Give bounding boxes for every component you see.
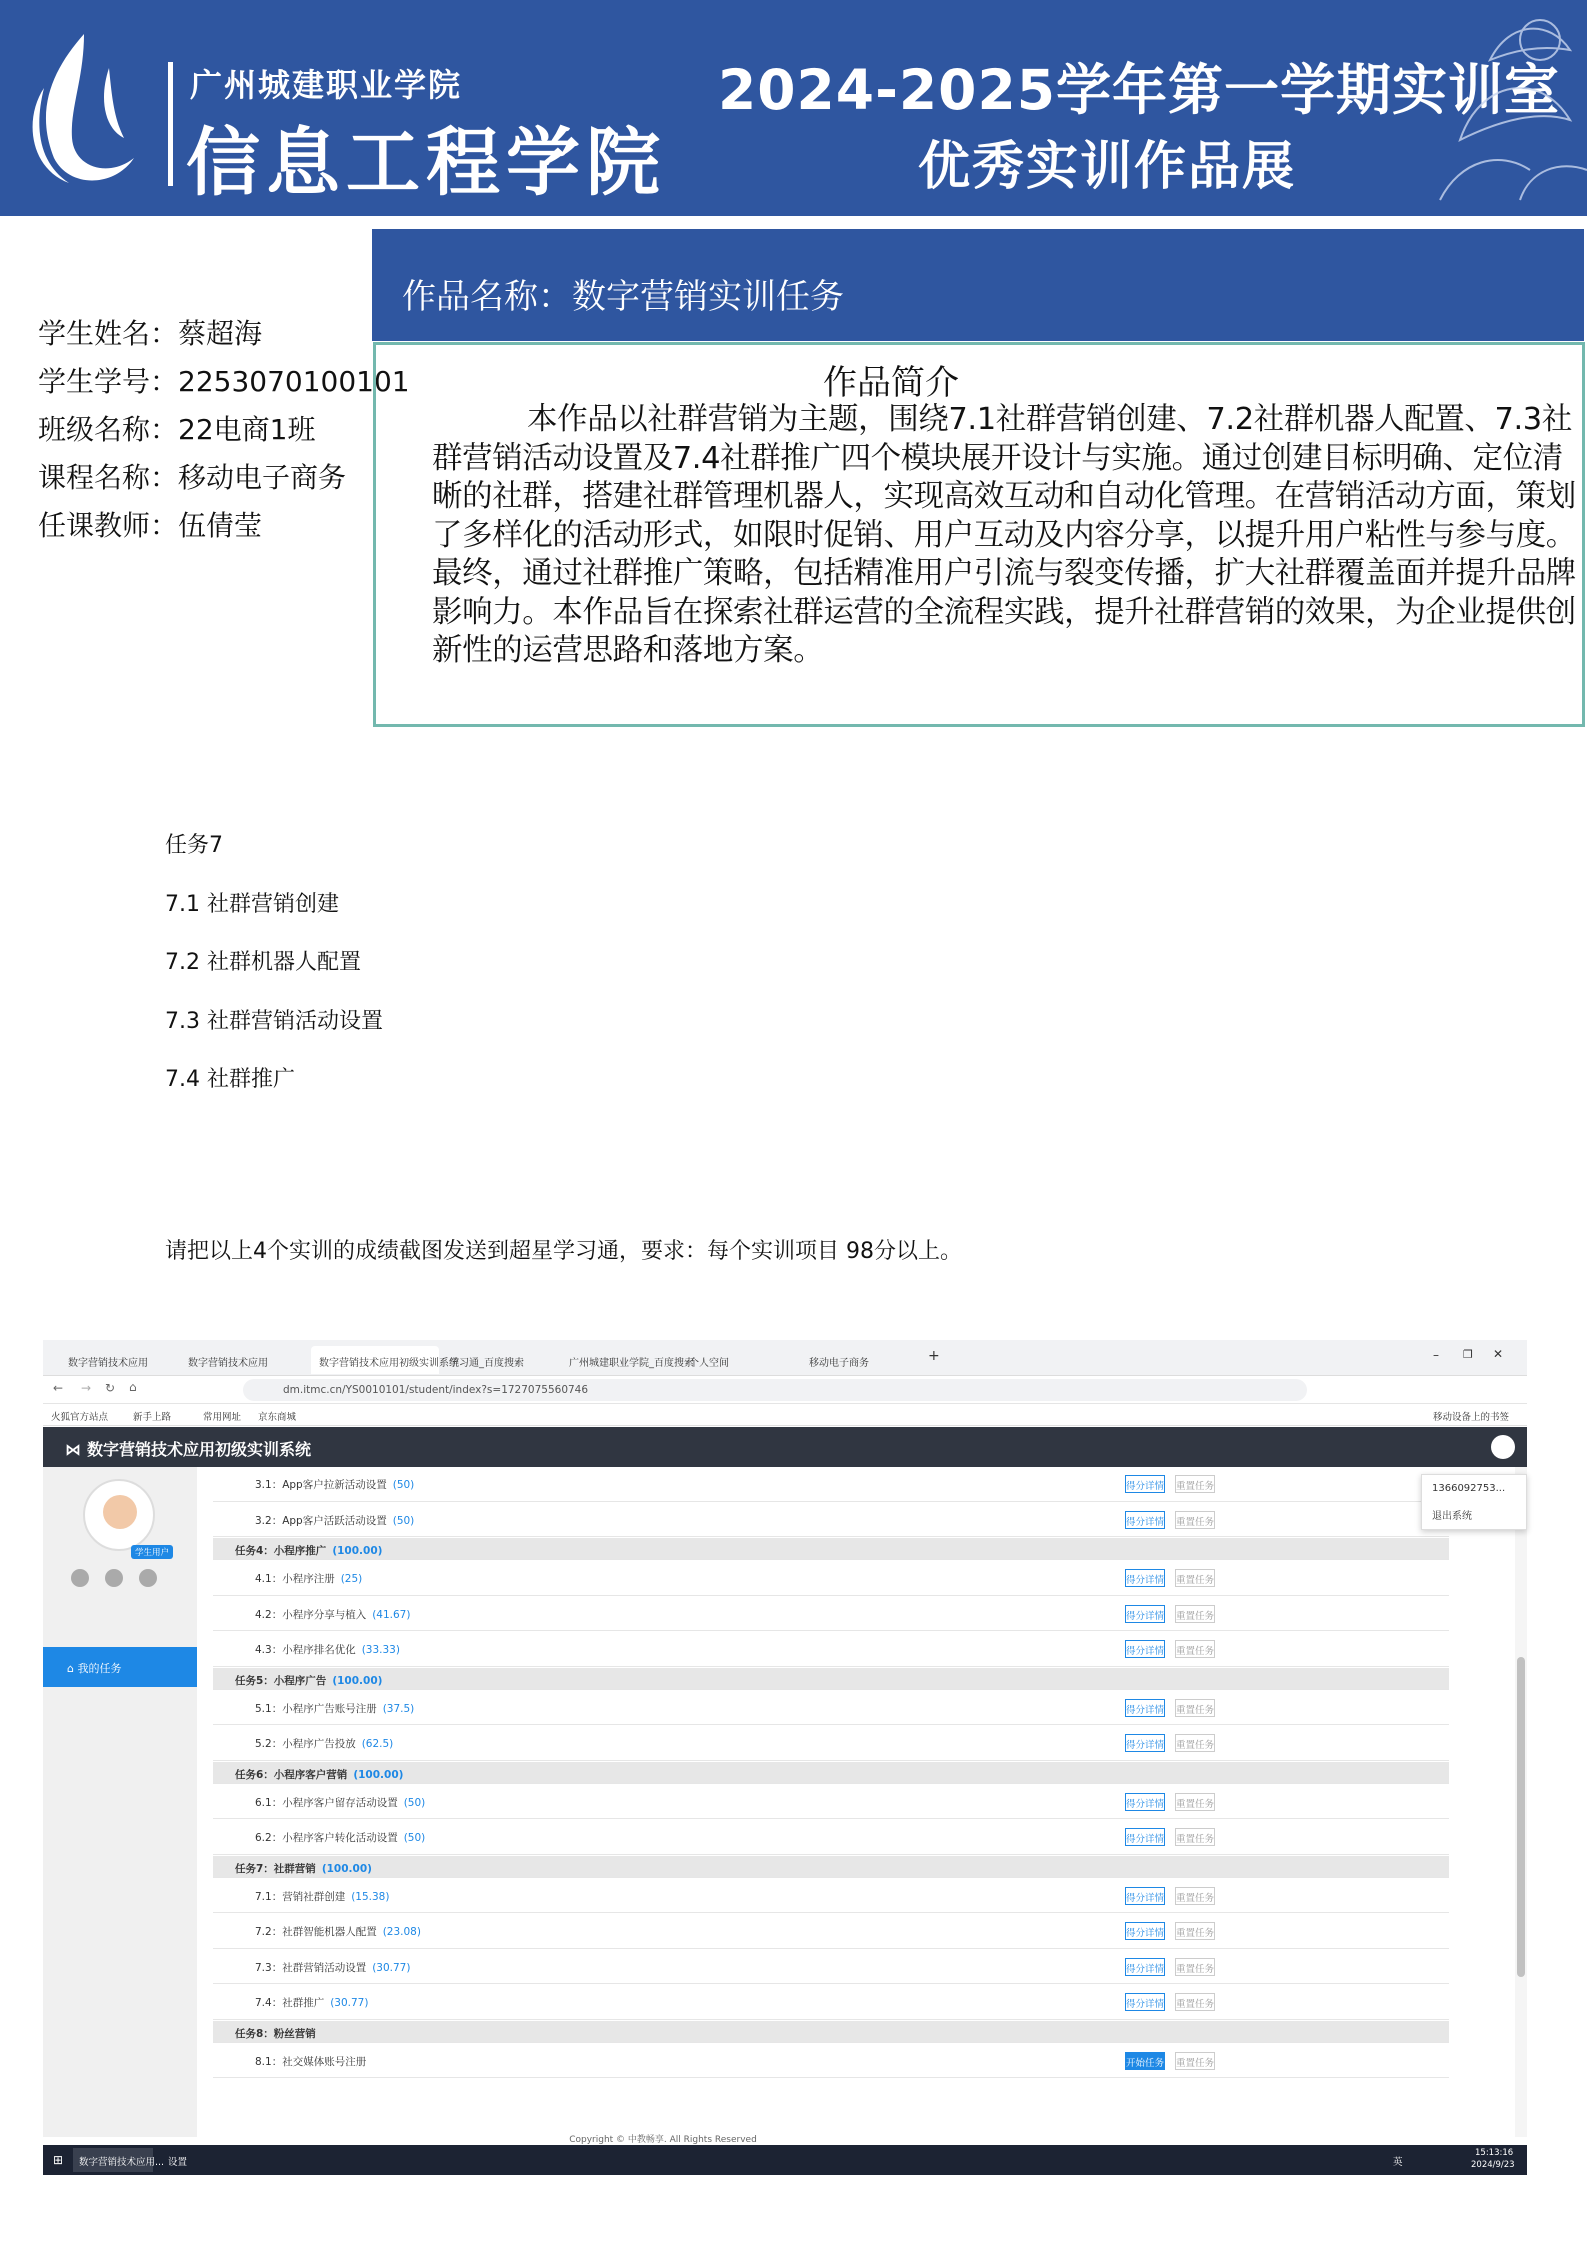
profile-icon[interactable] bbox=[71, 1569, 89, 1587]
tab-label: 移动电子商务 bbox=[809, 1358, 869, 1369]
reset-task-button[interactable]: 重置任务 bbox=[1175, 1793, 1215, 1811]
reset-task-button[interactable]: 重置任务 bbox=[1175, 1475, 1215, 1493]
start-task-button[interactable]: 开始任务 bbox=[1125, 2052, 1165, 2070]
new-tab-icon[interactable]: + bbox=[928, 1348, 940, 1364]
row-title: 3.1：App客户拉新活动设置 bbox=[255, 1479, 387, 1491]
reset-task-button[interactable]: 重置任务 bbox=[1175, 1699, 1215, 1717]
reset-task-button[interactable]: 重置任务 bbox=[1175, 1958, 1215, 1976]
browser-tab-active[interactable] bbox=[311, 1346, 459, 1374]
address-bar-row bbox=[43, 1376, 1527, 1404]
row-title: 4.1：小程序注册 bbox=[255, 1573, 335, 1585]
row-label bbox=[235, 2026, 322, 2041]
table-row bbox=[213, 1950, 1449, 1985]
row-label bbox=[255, 1513, 414, 1528]
sidebar bbox=[43, 1467, 197, 2137]
reset-task-button[interactable]: 重置任务 bbox=[1175, 1511, 1215, 1529]
bookmark-bar bbox=[43, 1404, 1527, 1426]
sidebar-item-label: 我的任务 bbox=[77, 1662, 122, 1675]
row-label bbox=[255, 1924, 421, 1939]
row-score: (25) bbox=[340, 1573, 363, 1585]
row-label bbox=[255, 1960, 410, 1975]
row-score: (30.77) bbox=[372, 1961, 411, 1974]
table-row bbox=[213, 1597, 1449, 1632]
app-header bbox=[43, 1427, 1527, 1467]
requirement-text: 请把以上4个实训的成绩截图发送到超星学习通，要求：每个实训项目 98分以上。 bbox=[165, 1239, 962, 1264]
table-row bbox=[213, 1691, 1449, 1726]
course-name: 课程名称：移动电子商务 bbox=[38, 461, 347, 494]
table-row bbox=[213, 1561, 1449, 1596]
intro-title: 作品简介 bbox=[823, 363, 959, 403]
row-label bbox=[235, 1767, 403, 1782]
table-row bbox=[213, 1503, 1449, 1538]
clock-date: 2024/9/23 bbox=[1471, 2160, 1515, 2170]
department-name: 信息工程学院 bbox=[186, 120, 666, 206]
score-detail-button[interactable]: 得分详情 bbox=[1125, 1605, 1165, 1623]
row-title: 任务8：粉丝营销 bbox=[235, 2027, 316, 2040]
scrollbar[interactable] bbox=[1515, 1467, 1527, 2137]
row-title: 7.1：营销社群创建 bbox=[255, 1890, 346, 1903]
lotus-decoration-icon bbox=[1420, 0, 1587, 216]
home-icon: ⌂ bbox=[67, 1662, 78, 1675]
app-title: 数字营销技术应用初级实训系统 bbox=[87, 1440, 312, 1459]
student-info bbox=[38, 310, 410, 550]
task-item: 7.4 社群推广 bbox=[165, 1067, 295, 1092]
forward-icon[interactable]: → bbox=[81, 1381, 92, 1395]
student-id: 学生学号：2253070100101 bbox=[38, 365, 410, 398]
taskbar-app-settings[interactable]: 设置 bbox=[168, 2157, 188, 2168]
row-title: 7.3：社群营销活动设置 bbox=[255, 1961, 367, 1974]
row-title: 任务4：小程序推广 bbox=[235, 1545, 327, 1557]
back-icon[interactable]: ← bbox=[53, 1381, 64, 1395]
score-detail-button[interactable]: 得分详情 bbox=[1125, 1511, 1165, 1529]
windows-taskbar bbox=[43, 2145, 1527, 2175]
table-row bbox=[213, 1785, 1449, 1820]
score-detail-button[interactable]: 得分详情 bbox=[1125, 1734, 1165, 1752]
score-detail-button[interactable]: 得分详情 bbox=[1125, 1887, 1165, 1905]
row-label bbox=[235, 1861, 372, 1876]
table-row bbox=[213, 1985, 1449, 2020]
bookmark-item[interactable]: 新手上路 bbox=[133, 1412, 172, 1423]
table-row bbox=[213, 1467, 1449, 1502]
row-title: 5.2：小程序广告投放 bbox=[255, 1738, 356, 1750]
url-input[interactable]: dm.itmc.cn/YS0010101/student/index?s=1727075560746 bbox=[243, 1379, 1307, 1401]
row-title: 任务7：社群营销 bbox=[235, 1862, 316, 1875]
tab-label: 数字营销技术应用 bbox=[68, 1358, 148, 1369]
row-title: 8.1：社交媒体账号注册 bbox=[255, 2055, 367, 2068]
row-score: (62.5) bbox=[361, 1738, 394, 1750]
task-item: 7.2 社群机器人配置 bbox=[165, 950, 361, 975]
copyright: Copyright © 中教畅享. All Rights Reserved bbox=[569, 2135, 757, 2145]
row-score: (23.08) bbox=[382, 1926, 421, 1938]
sidebar-item-my-tasks[interactable] bbox=[43, 1647, 197, 1687]
reset-task-button[interactable]: 重置任务 bbox=[1175, 1734, 1215, 1752]
table-row bbox=[213, 1632, 1449, 1667]
reset-task-button[interactable]: 重置任务 bbox=[1175, 1605, 1215, 1623]
school-name: 广州城建职业学院 bbox=[190, 66, 463, 104]
score-detail-button[interactable]: 得分详情 bbox=[1125, 1958, 1165, 1976]
banner-subtitle: 优秀实训作品展 bbox=[918, 137, 1297, 197]
score-detail-button[interactable]: 得分详情 bbox=[1125, 1993, 1165, 2011]
row-label bbox=[255, 1477, 414, 1492]
row-title: 任务6：小程序客户营销 bbox=[235, 1768, 348, 1781]
home-icon[interactable]: ⌂ bbox=[129, 1380, 137, 1394]
row-label bbox=[255, 1736, 393, 1751]
task-group-row[interactable] bbox=[213, 1668, 1449, 1690]
browser-tab-bar bbox=[43, 1340, 1527, 1376]
logout-menu-item[interactable]: 退出系统 bbox=[1432, 1511, 1472, 1522]
browser-tab[interactable] bbox=[68, 1346, 188, 1374]
score-detail-button[interactable]: 得分详情 bbox=[1125, 1793, 1165, 1811]
row-label bbox=[255, 1830, 425, 1845]
row-score: (100.00) bbox=[321, 1862, 372, 1875]
table-row bbox=[213, 1726, 1449, 1761]
task-group-row[interactable] bbox=[213, 1856, 1449, 1878]
minimize-icon[interactable]: – bbox=[1433, 1348, 1439, 1362]
table-row bbox=[213, 1820, 1449, 1855]
power-icon[interactable] bbox=[139, 1569, 157, 1587]
intro-body: 本作品以社群营销为主题，围绕7.1社群营销创建、7.2社群机器人配置、7.3社群营销活动设置及7.4社群推广四个模块展开设计与实施。通过创建目标明确、定位清晰的社群，搭建社群管理机器人，实现高效互动和自动化管理。在营销活动方面，策划了多样化的活动形式，如限时促销、用户互动及内容分享，以提升用户粘性与参与度。最终，通过社群推广策略，包括精准用户引流与裂变传播，扩大社群覆盖面并提升品牌影响力。本作品旨在探索社群运营的全流程实践，提升社群营销的效果，为企业提供创新性的运营思路和落地方案。 bbox=[432, 402, 1576, 668]
row-label bbox=[255, 1571, 362, 1586]
task-item: 7.3 社群营销活动设置 bbox=[165, 1009, 383, 1034]
clock-time: 15:13:16 bbox=[1475, 2148, 1514, 2158]
windows-start-icon[interactable]: ⊞ bbox=[53, 2153, 64, 2167]
row-score: (100.00) bbox=[332, 1545, 383, 1557]
row-score: (100.00) bbox=[353, 1768, 404, 1781]
row-score: (100.00) bbox=[332, 1674, 383, 1687]
row-label bbox=[255, 1889, 389, 1904]
tab-label: 个人空间 bbox=[689, 1358, 729, 1369]
row-title: 7.4：社群推广 bbox=[255, 1997, 325, 2009]
score-detail-button[interactable]: 得分详情 bbox=[1125, 1699, 1165, 1717]
browser-tab[interactable] bbox=[563, 1346, 694, 1374]
reset-task-button[interactable]: 重置任务 bbox=[1175, 1922, 1215, 1940]
browser-tab[interactable] bbox=[188, 1346, 308, 1374]
teacher-name: 任课教师：伍倩莹 bbox=[38, 509, 263, 542]
reset-task-button[interactable]: 重置任务 bbox=[1175, 1887, 1215, 1905]
logo-divider bbox=[168, 62, 173, 186]
row-title: 任务5：小程序广告 bbox=[235, 1674, 327, 1687]
class-name: 班级名称：22电商1班 bbox=[38, 413, 316, 446]
row-title: 6.1：小程序客户留存活动设置 bbox=[255, 1796, 398, 1809]
tab-label: 数字营销技术应用 bbox=[188, 1358, 268, 1369]
tab-label: 学习通_百度搜索 bbox=[449, 1358, 524, 1369]
task-group-row[interactable] bbox=[213, 2021, 1449, 2043]
task-heading: 任务7 bbox=[165, 833, 223, 858]
row-label bbox=[255, 1642, 400, 1657]
close-icon[interactable]: ✕ bbox=[1493, 1347, 1504, 1361]
avatar bbox=[83, 1479, 155, 1551]
browser-tab[interactable] bbox=[443, 1346, 563, 1374]
college-logo-icon bbox=[14, 28, 144, 190]
table-row bbox=[213, 1879, 1449, 1914]
row-score: (33.33) bbox=[361, 1644, 400, 1656]
row-score: (50) bbox=[403, 1832, 426, 1844]
task-table bbox=[213, 1467, 1449, 2137]
row-label bbox=[255, 1995, 368, 2010]
task-group-row[interactable] bbox=[213, 1762, 1449, 1784]
reload-icon[interactable]: ↻ bbox=[105, 1381, 116, 1395]
bookmark-item[interactable]: 火狐官方站点 bbox=[51, 1412, 109, 1423]
row-score: (50) bbox=[392, 1479, 415, 1491]
score-detail-button[interactable]: 得分详情 bbox=[1125, 1922, 1165, 1940]
ime-indicator[interactable]: 英 bbox=[1393, 2157, 1403, 2168]
popup-username[interactable]: 1366092753... bbox=[1432, 1483, 1506, 1494]
score-detail-button[interactable]: 得分详情 bbox=[1125, 1475, 1165, 1493]
task-item: 7.1 社群营销创建 bbox=[165, 892, 339, 917]
task-group-row[interactable] bbox=[213, 1538, 1449, 1560]
score-detail-button[interactable]: 得分详情 bbox=[1125, 1640, 1165, 1658]
student-name: 学生姓名：蔡超海 bbox=[38, 317, 263, 350]
tab-label: 数字营销技术应用初级实训系统 bbox=[319, 1358, 459, 1369]
user-dropdown bbox=[1421, 1474, 1527, 1530]
settings-icon[interactable] bbox=[105, 1569, 123, 1587]
scrollbar-thumb[interactable] bbox=[1517, 1657, 1525, 1977]
browser-screenshot bbox=[43, 1340, 1527, 2175]
row-score: (37.5) bbox=[382, 1702, 415, 1715]
work-title: 作品名称：数字营销实训任务 bbox=[372, 229, 1584, 341]
tab-label: 广州城建职业学院_百度搜索 bbox=[569, 1358, 694, 1369]
table-row bbox=[213, 1914, 1449, 1949]
browser-tab[interactable] bbox=[803, 1346, 923, 1374]
row-title: 6.2：小程序客户转化活动设置 bbox=[255, 1832, 398, 1844]
row-score: (30.77) bbox=[330, 1997, 369, 2009]
row-score: (41.67) bbox=[372, 1608, 411, 1621]
score-detail-button[interactable]: 得分详情 bbox=[1125, 1569, 1165, 1587]
row-title: 3.2：App客户活跃活动设置 bbox=[255, 1514, 387, 1527]
mobile-bookmarks[interactable]: 移动设备上的书签 bbox=[1433, 1412, 1510, 1423]
bookmark-item[interactable]: 京东商城 bbox=[258, 1412, 297, 1423]
row-label bbox=[235, 1543, 382, 1558]
row-score: (15.38) bbox=[351, 1890, 390, 1903]
browser-tab[interactable] bbox=[683, 1346, 803, 1374]
row-title: 5.1：小程序广告账号注册 bbox=[255, 1702, 377, 1715]
row-label bbox=[255, 1607, 410, 1622]
reset-task-button[interactable]: 重置任务 bbox=[1175, 1640, 1215, 1658]
restore-icon[interactable]: ❐ bbox=[1463, 1348, 1473, 1361]
reset-task-button[interactable]: 重置任务 bbox=[1175, 1569, 1215, 1587]
user-avatar[interactable] bbox=[1491, 1435, 1515, 1459]
row-label bbox=[235, 1673, 382, 1688]
row-label bbox=[255, 2054, 372, 2069]
face-icon bbox=[103, 1495, 137, 1529]
row-label bbox=[255, 1701, 414, 1716]
role-badge: 学生用户 bbox=[131, 1545, 173, 1559]
row-title: 4.3：小程序排名优化 bbox=[255, 1644, 356, 1656]
app-logo-icon: ⋈ bbox=[65, 1440, 81, 1459]
row-label bbox=[255, 1795, 425, 1810]
row-title: 7.2：社群智能机器人配置 bbox=[255, 1926, 377, 1938]
reset-task-button[interactable]: 重置任务 bbox=[1175, 1828, 1215, 1846]
row-title: 4.2：小程序分享与植入 bbox=[255, 1608, 367, 1621]
taskbar-app-browser[interactable]: 数字营销技术应用... bbox=[73, 2148, 153, 2172]
table-row bbox=[213, 2044, 1449, 2079]
reset-task-button[interactable]: 重置任务 bbox=[1175, 1993, 1215, 2011]
score-detail-button[interactable]: 得分详情 bbox=[1125, 1828, 1165, 1846]
row-score: (50) bbox=[403, 1796, 426, 1809]
intro-box bbox=[373, 342, 1585, 727]
row-score: (50) bbox=[392, 1514, 415, 1527]
header-banner bbox=[0, 0, 1587, 216]
banner-title: 2024-2025学年第一学期实训室 bbox=[718, 58, 1560, 122]
reset-task-button[interactable]: 重置任务 bbox=[1175, 2052, 1215, 2070]
bookmark-item[interactable]: 常用网址 bbox=[203, 1412, 242, 1423]
